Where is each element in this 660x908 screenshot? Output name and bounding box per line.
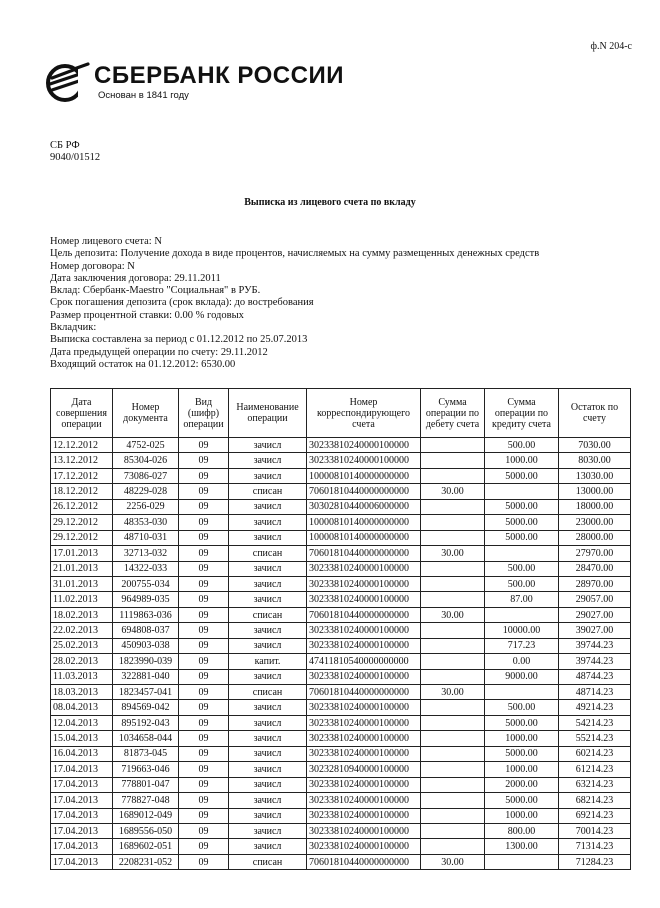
operation-name-cell: зачисл [229, 793, 307, 808]
table-row [51, 576, 631, 591]
balance-cell: 29057.00 [559, 592, 631, 607]
account-cell: 30233810240000100000 [307, 715, 421, 730]
document-number-cell: 694808-037 [113, 623, 179, 638]
column-header: Номер корреспондирующего счета [307, 389, 421, 438]
document-number-cell: 1689556-050 [113, 823, 179, 838]
operation-code-cell: 09 [179, 793, 229, 808]
table-row [51, 700, 631, 715]
document-number-cell: 1823457-041 [113, 685, 179, 700]
table-row [51, 530, 631, 545]
debit-cell [421, 438, 485, 453]
balance-cell: 29027.00 [559, 607, 631, 622]
info-line: Номер договора: N [50, 260, 135, 272]
table-row [51, 823, 631, 838]
document-number-cell: 32713-032 [113, 546, 179, 561]
operation-code-cell: 09 [179, 654, 229, 669]
debit-cell [421, 762, 485, 777]
debit-cell [421, 654, 485, 669]
document-number-cell: 1119863-036 [113, 607, 179, 622]
account-cell: 70601810440000000000 [307, 685, 421, 700]
operation-code-cell: 09 [179, 669, 229, 684]
operation-code-cell: 09 [179, 854, 229, 869]
bank-tagline: Основан в 1841 году [98, 90, 189, 101]
date-cell: 17.04.2013 [51, 762, 113, 777]
account-cell: 10000810140000000000 [307, 530, 421, 545]
debit-cell [421, 592, 485, 607]
balance-cell: 28970.00 [559, 576, 631, 591]
operation-code-cell: 09 [179, 777, 229, 792]
info-line: Цель депозита: Получение дохода в виде процентов, начисляемых на сумму размещенных денежных средств [50, 248, 540, 260]
table-row [51, 808, 631, 823]
operation-name-cell: списан [229, 546, 307, 561]
balance-cell: 48714.23 [559, 685, 631, 700]
operation-code-cell: 09 [179, 561, 229, 576]
operation-name-cell: списан [229, 607, 307, 622]
operation-code-cell: 09 [179, 746, 229, 761]
credit-cell: 1000.00 [485, 762, 559, 777]
operation-code-cell: 09 [179, 731, 229, 746]
table-row [51, 638, 631, 653]
document-number-cell: 73086-027 [113, 468, 179, 483]
operation-name-cell: зачисл [229, 561, 307, 576]
date-cell: 17.04.2013 [51, 777, 113, 792]
document-number-cell: 4752-025 [113, 438, 179, 453]
operation-name-cell: зачисл [229, 762, 307, 777]
document-number-cell: 778827-048 [113, 793, 179, 808]
credit-cell: 5000.00 [485, 499, 559, 514]
operation-code-cell: 09 [179, 530, 229, 545]
operation-name-cell: зачисл [229, 592, 307, 607]
operation-name-cell: зачисл [229, 530, 307, 545]
table-row [51, 731, 631, 746]
date-cell: 22.02.2013 [51, 623, 113, 638]
balance-cell: 70014.23 [559, 823, 631, 838]
operation-name-cell: зачисл [229, 438, 307, 453]
operation-name-cell: капит. [229, 654, 307, 669]
bank-name: СБЕРБАНК РОССИИ [94, 62, 344, 89]
table-row [51, 438, 631, 453]
document-number-cell: 85304-026 [113, 453, 179, 468]
debit-cell [421, 515, 485, 530]
balance-cell: 23000.00 [559, 515, 631, 530]
document-number-cell: 14322-033 [113, 561, 179, 576]
table-row [51, 746, 631, 761]
operation-name-cell: зачисл [229, 638, 307, 653]
operation-name-cell: зачисл [229, 515, 307, 530]
credit-cell: 500.00 [485, 438, 559, 453]
document-title: Выписка из лицевого счета по вкладу [244, 197, 416, 208]
document-number-cell: 48710-031 [113, 530, 179, 545]
credit-cell: 1000.00 [485, 731, 559, 746]
table-row [51, 515, 631, 530]
account-cell: 30233810240000100000 [307, 576, 421, 591]
operation-code-cell: 09 [179, 823, 229, 838]
date-cell: 26.12.2012 [51, 499, 113, 514]
balance-cell: 39027.00 [559, 623, 631, 638]
account-cell: 30233810240000100000 [307, 623, 421, 638]
debit-cell: 30.00 [421, 484, 485, 499]
debit-cell [421, 576, 485, 591]
date-cell: 17.01.2013 [51, 546, 113, 561]
table-header-row [51, 389, 631, 438]
credit-cell: 10000.00 [485, 623, 559, 638]
operation-code-cell: 09 [179, 700, 229, 715]
credit-cell: 5000.00 [485, 793, 559, 808]
balance-cell: 28470.00 [559, 561, 631, 576]
credit-cell: 2000.00 [485, 777, 559, 792]
debit-cell: 30.00 [421, 546, 485, 561]
branch-line: СБ РФ [50, 140, 80, 151]
date-cell: 18.12.2012 [51, 484, 113, 499]
info-line: Вклад: Сбербанк-Maestro "Социальная" в РУБ. [50, 285, 261, 297]
date-cell: 13.12.2012 [51, 453, 113, 468]
document-number-cell: 964989-035 [113, 592, 179, 607]
debit-cell [421, 530, 485, 545]
operation-code-cell: 09 [179, 715, 229, 730]
balance-cell: 39744.23 [559, 638, 631, 653]
debit-cell [421, 777, 485, 792]
form-number: ф.N 204-с [590, 41, 632, 52]
column-header: Остаток по счету [559, 389, 631, 438]
document-number-cell: 322881-040 [113, 669, 179, 684]
operation-code-cell: 09 [179, 607, 229, 622]
date-cell: 17.04.2013 [51, 854, 113, 869]
date-cell: 12.04.2013 [51, 715, 113, 730]
balance-cell: 39744.23 [559, 654, 631, 669]
operation-code-cell: 09 [179, 468, 229, 483]
operation-code-cell: 09 [179, 762, 229, 777]
date-cell: 16.04.2013 [51, 746, 113, 761]
account-cell: 30233810240000100000 [307, 638, 421, 653]
info-line: Вкладчик: [50, 322, 97, 334]
operation-code-cell: 09 [179, 808, 229, 823]
debit-cell: 30.00 [421, 607, 485, 622]
credit-cell: 9000.00 [485, 669, 559, 684]
account-cell: 30233810240000100000 [307, 731, 421, 746]
table-row [51, 468, 631, 483]
date-cell: 21.01.2013 [51, 561, 113, 576]
info-line: Дата предыдущей операции по счету: 29.11.2012 [50, 346, 268, 358]
date-cell: 29.12.2012 [51, 530, 113, 545]
credit-cell [485, 546, 559, 561]
operation-name-cell: зачисл [229, 823, 307, 838]
balance-cell: 13000.00 [559, 484, 631, 499]
operation-name-cell: зачисл [229, 453, 307, 468]
account-cell: 30233810240000100000 [307, 777, 421, 792]
debit-cell [421, 623, 485, 638]
balance-cell: 69214.23 [559, 808, 631, 823]
operations-table [50, 388, 631, 870]
credit-cell: 500.00 [485, 561, 559, 576]
account-cell: 30233810240000100000 [307, 808, 421, 823]
document-number-cell: 894569-042 [113, 700, 179, 715]
date-cell: 11.03.2013 [51, 669, 113, 684]
operation-name-cell: списан [229, 484, 307, 499]
document-number-cell: 450903-038 [113, 638, 179, 653]
debit-cell [421, 808, 485, 823]
credit-cell: 500.00 [485, 700, 559, 715]
column-header: Дата совершения операции [51, 389, 113, 438]
account-cell: 47411810540000000000 [307, 654, 421, 669]
operation-name-cell: зачисл [229, 623, 307, 638]
operation-name-cell: зачисл [229, 700, 307, 715]
credit-cell: 500.00 [485, 576, 559, 591]
balance-cell: 68214.23 [559, 793, 631, 808]
credit-cell: 5000.00 [485, 746, 559, 761]
credit-cell: 5000.00 [485, 530, 559, 545]
date-cell: 17.04.2013 [51, 839, 113, 854]
document-number-cell: 778801-047 [113, 777, 179, 792]
debit-cell [421, 731, 485, 746]
balance-cell: 54214.23 [559, 715, 631, 730]
credit-cell: 5000.00 [485, 515, 559, 530]
date-cell: 17.04.2013 [51, 823, 113, 838]
table-row [51, 484, 631, 499]
account-cell: 70601810440000000000 [307, 546, 421, 561]
operation-name-cell: списан [229, 685, 307, 700]
operation-name-cell: зачисл [229, 746, 307, 761]
balance-cell: 60214.23 [559, 746, 631, 761]
column-header: Вид (шифр) операции [179, 389, 229, 438]
operation-name-cell: списан [229, 854, 307, 869]
document-number-cell: 48353-030 [113, 515, 179, 530]
account-cell: 30233810240000100000 [307, 438, 421, 453]
account-cell: 30302810440006000000 [307, 499, 421, 514]
credit-cell: 1000.00 [485, 453, 559, 468]
account-cell: 30233810240000100000 [307, 669, 421, 684]
credit-cell: 5000.00 [485, 468, 559, 483]
operation-name-cell: зачисл [229, 808, 307, 823]
table-row [51, 793, 631, 808]
date-cell: 15.04.2013 [51, 731, 113, 746]
operation-name-cell: зачисл [229, 839, 307, 854]
credit-cell: 1000.00 [485, 808, 559, 823]
debit-cell [421, 499, 485, 514]
credit-cell: 0.00 [485, 654, 559, 669]
bank-logo [44, 62, 344, 102]
credit-cell: 800.00 [485, 823, 559, 838]
column-header: Номер документа [113, 389, 179, 438]
account-cell: 30233810240000100000 [307, 592, 421, 607]
info-line: Размер процентной ставки: 0.00 % годовых [50, 309, 244, 321]
account-cell: 30233810240000100000 [307, 823, 421, 838]
operation-name-cell: зачисл [229, 468, 307, 483]
date-cell: 17.04.2013 [51, 793, 113, 808]
balance-cell: 61214.23 [559, 762, 631, 777]
debit-cell [421, 468, 485, 483]
table-row [51, 607, 631, 622]
credit-cell: 1300.00 [485, 839, 559, 854]
operation-name-cell: зачисл [229, 576, 307, 591]
debit-cell [421, 823, 485, 838]
operation-code-cell: 09 [179, 592, 229, 607]
branch-code: 9040/01512 [50, 152, 101, 163]
operation-code-cell: 09 [179, 499, 229, 514]
balance-cell: 8030.00 [559, 453, 631, 468]
debit-cell [421, 700, 485, 715]
debit-cell [421, 793, 485, 808]
credit-cell: 717.23 [485, 638, 559, 653]
column-header: Сумма операции по кредиту счета [485, 389, 559, 438]
credit-cell [485, 484, 559, 499]
sberbank-logo-icon [44, 62, 90, 102]
table-row [51, 715, 631, 730]
operation-name-cell: зачисл [229, 715, 307, 730]
date-cell: 25.02.2013 [51, 638, 113, 653]
operation-name-cell: зачисл [229, 499, 307, 514]
date-cell: 18.03.2013 [51, 685, 113, 700]
account-cell: 70601810440000000000 [307, 607, 421, 622]
debit-cell [421, 453, 485, 468]
date-cell: 28.02.2013 [51, 654, 113, 669]
info-line: Дата заключения договора: 29.11.2011 [50, 272, 221, 284]
document-number-cell: 200755-034 [113, 576, 179, 591]
date-cell: 17.12.2012 [51, 468, 113, 483]
document-number-cell: 1823990-039 [113, 654, 179, 669]
date-cell: 18.02.2013 [51, 607, 113, 622]
debit-cell [421, 561, 485, 576]
date-cell: 11.02.2013 [51, 592, 113, 607]
table-row [51, 453, 631, 468]
balance-cell: 13030.00 [559, 468, 631, 483]
column-header: Наименование операции [229, 389, 307, 438]
operation-code-cell: 09 [179, 576, 229, 591]
document-number-cell: 895192-043 [113, 715, 179, 730]
account-cell: 10000810140000000000 [307, 468, 421, 483]
debit-cell [421, 669, 485, 684]
date-cell: 17.04.2013 [51, 808, 113, 823]
info-line: Номер лицевого счета: N [50, 236, 162, 247]
balance-cell: 18000.00 [559, 499, 631, 514]
document-number-cell: 719663-046 [113, 762, 179, 777]
operation-code-cell: 09 [179, 453, 229, 468]
operation-code-cell: 09 [179, 623, 229, 638]
table-row [51, 623, 631, 638]
account-cell: 70601810440000000000 [307, 854, 421, 869]
info-line: Выписка составлена за период с 01.12.2012 по 25.07.2013 [50, 334, 308, 346]
account-cell: 30233810240000100000 [307, 700, 421, 715]
credit-cell [485, 854, 559, 869]
table-row [51, 762, 631, 777]
document-number-cell: 1689602-051 [113, 839, 179, 854]
date-cell: 12.12.2012 [51, 438, 113, 453]
table-row [51, 654, 631, 669]
debit-cell [421, 746, 485, 761]
document-number-cell: 1034658-044 [113, 731, 179, 746]
operation-code-cell: 09 [179, 484, 229, 499]
debit-cell [421, 638, 485, 653]
account-cell: 70601810440000000000 [307, 484, 421, 499]
table-row [51, 546, 631, 561]
credit-cell: 5000.00 [485, 715, 559, 730]
balance-cell: 71314.23 [559, 839, 631, 854]
table-body [51, 438, 631, 870]
operation-name-cell: зачисл [229, 731, 307, 746]
account-cell: 30233810240000100000 [307, 793, 421, 808]
balance-cell: 48744.23 [559, 669, 631, 684]
debit-cell [421, 715, 485, 730]
account-cell: 30233810240000100000 [307, 746, 421, 761]
info-line: Срок погашения депозита (срок вклада): до востребования [50, 297, 314, 309]
document-number-cell: 81873-045 [113, 746, 179, 761]
account-cell: 30232810940000100000 [307, 762, 421, 777]
balance-cell: 63214.23 [559, 777, 631, 792]
debit-cell: 30.00 [421, 685, 485, 700]
document-number-cell: 2208231-052 [113, 854, 179, 869]
debit-cell: 30.00 [421, 854, 485, 869]
table-row [51, 854, 631, 869]
operation-name-cell: зачисл [229, 777, 307, 792]
operation-code-cell: 09 [179, 685, 229, 700]
date-cell: 08.04.2013 [51, 700, 113, 715]
deposit-info [50, 236, 539, 371]
date-cell: 31.01.2013 [51, 576, 113, 591]
table-row [51, 839, 631, 854]
branch-block [50, 140, 100, 164]
account-cell: 30233810240000100000 [307, 839, 421, 854]
balance-cell: 27970.00 [559, 546, 631, 561]
date-cell: 29.12.2012 [51, 515, 113, 530]
table-row [51, 592, 631, 607]
account-cell: 10000810140000000000 [307, 515, 421, 530]
table-row [51, 499, 631, 514]
table-row [51, 685, 631, 700]
debit-cell [421, 839, 485, 854]
table-row [51, 561, 631, 576]
credit-cell [485, 685, 559, 700]
document-number-cell: 1689012-049 [113, 808, 179, 823]
operation-code-cell: 09 [179, 515, 229, 530]
balance-cell: 7030.00 [559, 438, 631, 453]
info-line: Входящий остаток на 01.12.2012: 6530.00 [50, 358, 236, 370]
operation-code-cell: 09 [179, 546, 229, 561]
balance-cell: 55214.23 [559, 731, 631, 746]
credit-cell [485, 607, 559, 622]
credit-cell: 87.00 [485, 592, 559, 607]
balance-cell: 71284.23 [559, 854, 631, 869]
operation-code-cell: 09 [179, 839, 229, 854]
balance-cell: 49214.23 [559, 700, 631, 715]
document-number-cell: 2256-029 [113, 499, 179, 514]
operation-name-cell: зачисл [229, 669, 307, 684]
operation-code-cell: 09 [179, 638, 229, 653]
column-header: Сумма операции по дебету счета [421, 389, 485, 438]
operation-code-cell: 09 [179, 438, 229, 453]
document-number-cell: 48229-028 [113, 484, 179, 499]
balance-cell: 28000.00 [559, 530, 631, 545]
table-row [51, 777, 631, 792]
account-cell: 30233810240000100000 [307, 453, 421, 468]
account-cell: 30233810240000100000 [307, 561, 421, 576]
table-row [51, 669, 631, 684]
